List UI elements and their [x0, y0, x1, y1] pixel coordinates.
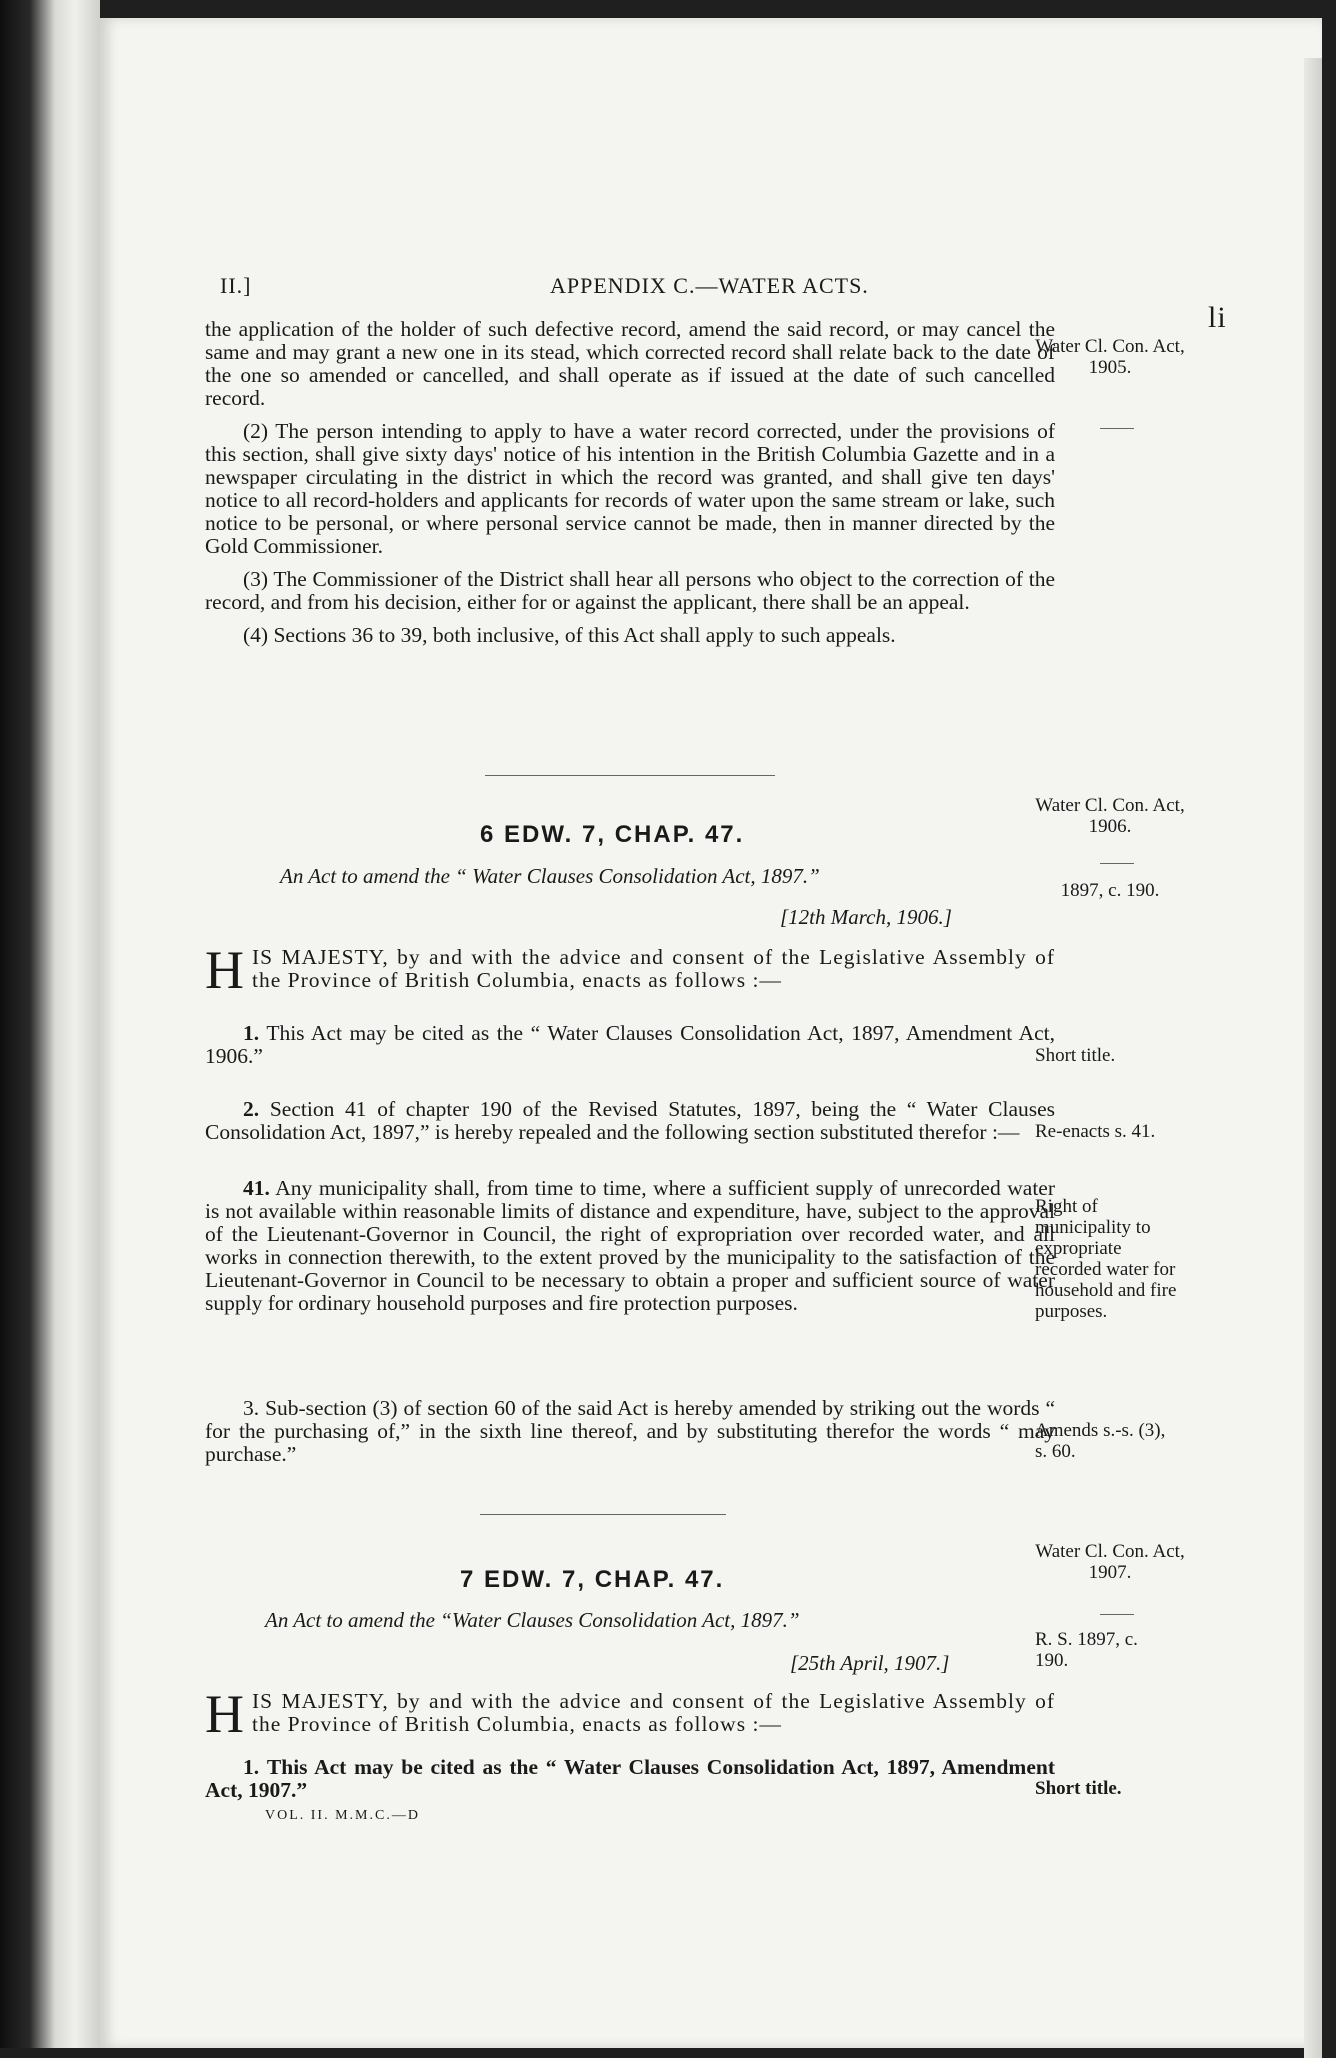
enacting-clause-1906: HIS MAJESTY, by and with the advice and consent of the Legislative Assembly of the Province of British Columbia, enacts as follows :—: [205, 940, 1055, 1000]
margin-right-of-municipality: Right of municipality to expropriate recorded water for household and fire purposes.: [1035, 1196, 1177, 1322]
section-1-1906: 1. This Act may be cited as the “ Water Clauses Consolidation Act, 1897, Amendment Act, 1906.”: [205, 1021, 1055, 1068]
enacting-clause-1907: HIS MAJESTY, by and with the advice and consent of the Legislative Assembly of the Province of British Columbia, enacts as follows :—: [205, 1684, 1055, 1744]
section-divider: [485, 775, 775, 776]
section-41: 41. Any municipality shall, from time to time, where a sufficient supply of unrecorded water is not available within reasonable limits of distance and expenditure, have, subject to the approval of the Lieutenant-Governor in Council, the right of expropriation over recorded water, and all works in connection therewith, to the extent proved by the municipality to the satisfaction of the Lieutenant-Governor in Council to be necessary to obtain a proper and sufficient source of water supply for ordinary household purposes and fire protection purposes.: [205, 1176, 1055, 1315]
act-1905-text: [205, 318, 1055, 665]
section-1-1907: 1. This Act may be cited as the “ Water Clauses Consolidation Act, 1897, Amendment Act, 1907.”: [205, 1755, 1055, 1802]
book-binding: [0, 0, 100, 2048]
margin-short-title-1907: Short title.: [1035, 1778, 1122, 1799]
section-2-1906: 2. Section 41 of chapter 190 of the Revised Statutes, 1897, being the “ Water Clauses Consolidation Act, 1897,” is hereby repealed and the following section substituted therefor :—: [205, 1097, 1056, 1144]
section-divider: [480, 1514, 726, 1515]
running-head-section: II.]: [220, 273, 252, 298]
chapter-heading-1907: 7 EDW. 7, CHAP. 47.: [460, 1566, 725, 1593]
book-page: [100, 18, 1322, 2048]
margin-ref-1907: R. S. 1897, c. 190.: [1035, 1629, 1138, 1671]
paragraph-4: (4) Sections 36 to 39, both inclusive, of this Act shall apply to such appeals.: [243, 623, 896, 647]
drop-cap: H: [205, 940, 244, 1000]
page-footer-signature: VOL. II. M.M.C.—D: [265, 1808, 420, 1823]
margin-title-1906: Water Cl. Con. Act, 1906.: [1035, 795, 1185, 837]
drop-cap: H: [205, 1684, 244, 1744]
margin-short-title-1906: Short title.: [1035, 1045, 1116, 1066]
margin-note-1905: Water Cl. Con. Act, 1905.: [1035, 336, 1185, 378]
margin-title-1907: Water Cl. Con. Act, 1907.: [1035, 1541, 1185, 1583]
page-edge: [1304, 58, 1322, 2058]
chapter-heading-1906: 6 EDW. 7, CHAP. 47.: [480, 821, 745, 848]
date-1907: [25th April, 1907.]: [790, 1651, 950, 1675]
section-3-1906: 3. Sub-section (3) of section 60 of the said Act is hereby amended by striking out the words “ for the purchasing of,” in the sixth line thereof, and by substituting therefor the words “ may purchase.”: [205, 1396, 1055, 1466]
margin-rule: [1100, 1614, 1134, 1615]
long-title-1906: An Act to amend the “ Water Clauses Consolidation Act, 1897.”: [280, 864, 820, 888]
running-head-title: APPENDIX C.—WATER ACTS.: [550, 273, 869, 298]
margin-amends: Amends s.-s. (3), s. 60.: [1035, 1420, 1166, 1462]
margin-re-enacts: Re-enacts s. 41.: [1035, 1121, 1156, 1142]
date-1906: [12th March, 1906.]: [780, 905, 952, 929]
margin-rule: [1100, 428, 1134, 429]
paragraph-2: (2) The person intending to apply to have a water record corrected, under the provisions of this section, shall give sixty days' notice of his intention in the British Columbia Gazette and in a newspaper circulating in the district in which the record was granted, and shall give ten days' notice to all record-holders and applicants for records of water upon the same stream or lake, such notice to be personal, or where personal service cannot be made, then in manner directed by the Gold Commissioner.: [205, 419, 1055, 558]
paragraph-continued: the application of the holder of such defective record, amend the said record, or may cancel the same and may grant a new one in its stead, which corrected record shall relate back to the date of the one so amended or cancelled, and shall operate as if issued at the date of such cancelled record.: [205, 317, 1055, 410]
margin-rule: [1100, 863, 1134, 864]
long-title-1907: An Act to amend the “Water Clauses Consolidation Act, 1897.”: [265, 1608, 800, 1632]
page-number: li: [1208, 301, 1227, 334]
paragraph-3: (3) The Commissioner of the District shall hear all persons who object to the correction of the record, and from his decision, either for or against the applicant, there shall be an appeal.: [205, 567, 1055, 614]
margin-ref-1906: 1897, c. 190.: [1060, 880, 1160, 901]
